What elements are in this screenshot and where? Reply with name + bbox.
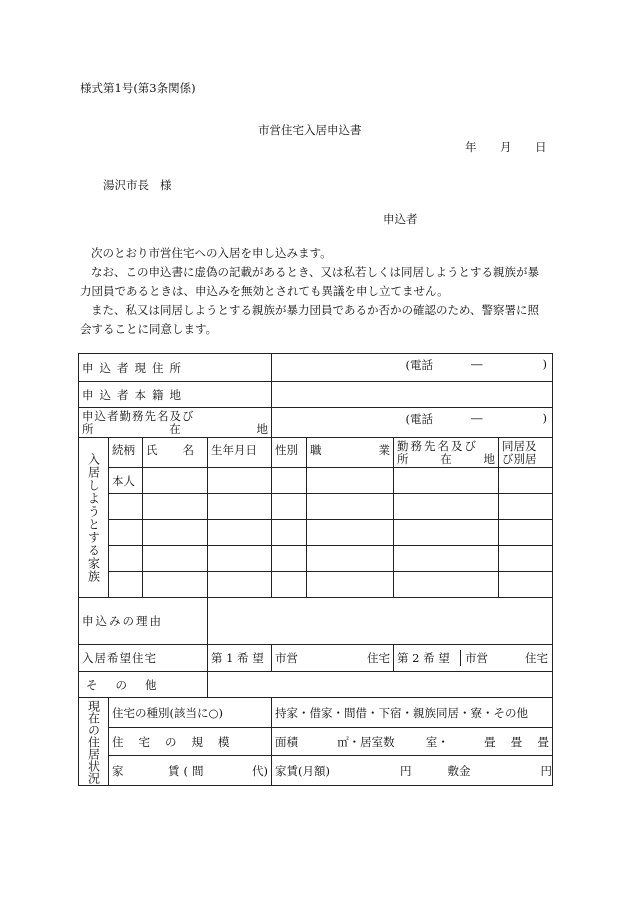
desired-housing-label bbox=[79, 645, 208, 672]
family-sex-cell[interactable] bbox=[272, 468, 307, 494]
family-name-cell[interactable] bbox=[143, 468, 208, 494]
area-unit: ㎡・居室数 bbox=[337, 734, 395, 749]
family-cohabit-cell[interactable] bbox=[499, 494, 553, 520]
family-birthdate-cell[interactable] bbox=[208, 546, 272, 572]
family-name-cell[interactable] bbox=[143, 494, 208, 520]
col-name-a: 氏 bbox=[146, 443, 158, 457]
housing-type-options[interactable]: 持家・借家・間借・下宿・親族同居・寮・その他 bbox=[272, 698, 553, 728]
body-text bbox=[80, 244, 550, 339]
col-cohabit-line1: 同居及 bbox=[502, 438, 537, 453]
phone-label: (電話 bbox=[405, 358, 433, 372]
col-workplace-a: 所 bbox=[397, 451, 409, 466]
tatami-3: 畳 bbox=[537, 734, 549, 749]
col-workplace-line2 bbox=[397, 453, 495, 466]
family-occupation-cell[interactable] bbox=[307, 572, 394, 598]
second-choice-cell[interactable] bbox=[394, 645, 553, 672]
body-paragraph-2: なお、この申込書に虚偽の記載があるとき、又は私若しくは同居しようとする親族が暴力団員であるときは、申込みを無効とされても異議を申し立てません。 bbox=[80, 265, 540, 298]
applicant-label: 申込者 bbox=[383, 212, 418, 226]
addressee: 湯沢市長 bbox=[103, 178, 149, 192]
registered-domicile-text: 申込者本籍地 bbox=[82, 387, 187, 402]
workplace-phone-dash: ― bbox=[471, 411, 483, 425]
deposit-label: 敷金 bbox=[447, 763, 471, 778]
second-choice-housing: 住宅 bbox=[525, 651, 548, 665]
first-choice-municipal: 市営 bbox=[275, 651, 298, 665]
family-section-label bbox=[79, 438, 109, 598]
first-choice-housing: 住宅 bbox=[367, 651, 390, 665]
family-row bbox=[79, 572, 553, 598]
reason-field[interactable] bbox=[208, 598, 553, 645]
family-sex-cell[interactable] bbox=[272, 572, 307, 598]
reason-text: 申込みの理由 bbox=[82, 614, 163, 628]
col-relation-header: 続柄 bbox=[109, 438, 143, 468]
tatami-2: 畳 bbox=[510, 734, 523, 749]
family-occupation-cell[interactable] bbox=[307, 520, 394, 546]
self-relation-cell: 本人 bbox=[109, 468, 143, 494]
current-address-field[interactable] bbox=[272, 354, 553, 382]
current-status-label bbox=[79, 698, 109, 786]
family-cohabit-cell[interactable] bbox=[499, 520, 553, 546]
col-sex-header: 性別 bbox=[272, 438, 307, 468]
family-workplace-cell[interactable] bbox=[394, 494, 499, 520]
family-birthdate-cell[interactable] bbox=[208, 468, 272, 494]
col-occupation-b: 業 bbox=[378, 443, 390, 457]
family-sex-cell[interactable] bbox=[272, 520, 307, 546]
workplace-label bbox=[79, 408, 272, 438]
family-workplace-cell[interactable] bbox=[394, 572, 499, 598]
desired-housing-text: 入居希望住宅 bbox=[82, 651, 157, 665]
family-relation-cell[interactable] bbox=[109, 572, 143, 598]
family-workplace-cell[interactable] bbox=[394, 520, 499, 546]
housing-size-field[interactable] bbox=[272, 728, 553, 756]
other-label bbox=[79, 672, 208, 698]
tatami-1: 畳 bbox=[484, 734, 496, 749]
monthly-rent-yen: 円 bbox=[399, 763, 412, 778]
workplace-label-part-a: 所 bbox=[82, 421, 94, 436]
rent-label-a: 家 bbox=[112, 763, 124, 778]
current-address-text: 申込者現住所 bbox=[82, 360, 187, 375]
rent-field[interactable] bbox=[272, 756, 553, 786]
family-birthdate-cell[interactable] bbox=[208, 494, 272, 520]
current-status-text: 現在の住居状況 bbox=[86, 699, 101, 784]
family-relation-cell[interactable] bbox=[109, 546, 143, 572]
phone-close: ) bbox=[542, 357, 547, 371]
col-occupation-header bbox=[307, 438, 394, 468]
family-cohabit-cell[interactable] bbox=[499, 546, 553, 572]
family-row bbox=[79, 546, 553, 572]
family-occupation-cell[interactable] bbox=[307, 494, 394, 520]
reason-label bbox=[79, 598, 208, 645]
family-name-cell[interactable] bbox=[143, 520, 208, 546]
family-name-cell[interactable] bbox=[143, 572, 208, 598]
second-choice-label: 第 2 希 望 bbox=[394, 650, 461, 666]
col-cohabit-line2: び別居 bbox=[502, 451, 537, 466]
family-sex-cell[interactable] bbox=[272, 494, 307, 520]
current-address-label bbox=[79, 354, 272, 382]
col-cohabit-header bbox=[499, 438, 553, 468]
workplace-phone-label: (電話 bbox=[405, 412, 433, 426]
col-occupation-a: 職 bbox=[310, 443, 322, 457]
first-choice-field[interactable] bbox=[272, 645, 394, 672]
workplace-label-part-b: 在 bbox=[169, 421, 181, 436]
family-name-cell[interactable] bbox=[143, 546, 208, 572]
second-choice-municipal: 市営 bbox=[465, 651, 488, 665]
phone-placeholder bbox=[275, 357, 549, 373]
family-cohabit-cell[interactable] bbox=[499, 468, 553, 494]
honorific: 様 bbox=[160, 178, 172, 192]
family-occupation-cell[interactable] bbox=[307, 468, 394, 494]
application-form-table bbox=[78, 353, 553, 786]
housing-size-text: 住宅の規模 bbox=[112, 734, 245, 749]
housing-type-label: 住宅の種別(該当に○) bbox=[109, 698, 272, 728]
rent-label-b: 賃(間 bbox=[168, 763, 208, 778]
family-row bbox=[79, 468, 553, 494]
workplace-phone-placeholder bbox=[275, 411, 549, 427]
family-occupation-cell[interactable] bbox=[307, 546, 394, 572]
col-workplace-header bbox=[394, 438, 499, 468]
area-label: 面積 bbox=[275, 734, 298, 749]
rent-label-c: 代) bbox=[252, 763, 268, 778]
col-workplace-b: 在 bbox=[440, 451, 452, 466]
workplace-label-line2 bbox=[82, 423, 268, 436]
col-workplace-c: 地 bbox=[483, 451, 495, 466]
other-text: その他 bbox=[86, 677, 175, 692]
date-month-label: 月 bbox=[500, 140, 512, 154]
family-row bbox=[79, 520, 553, 546]
document-title: 市営住宅入居申込書 bbox=[258, 123, 362, 137]
family-workplace-cell[interactable] bbox=[394, 468, 499, 494]
family-workplace-cell[interactable] bbox=[394, 546, 499, 572]
family-relation-cell[interactable] bbox=[109, 520, 143, 546]
family-birthdate-cell[interactable] bbox=[208, 572, 272, 598]
col-birthdate-header: 生年月日 bbox=[208, 438, 272, 468]
form-number: 様式第1号(第3条関係) bbox=[80, 81, 196, 95]
first-choice-label: 第 1 希 望 bbox=[208, 645, 272, 672]
col-name-header bbox=[143, 438, 208, 468]
date-day-label: 日 bbox=[535, 140, 547, 154]
workplace-label-line1: 申込者勤務先名及び bbox=[82, 408, 195, 423]
family-cohabit-cell[interactable] bbox=[499, 572, 553, 598]
phone-dash: ― bbox=[471, 357, 483, 371]
family-relation-cell[interactable] bbox=[109, 494, 143, 520]
body-paragraph-1: 次のとおり市営住宅への入居を申し込みます。 bbox=[91, 246, 332, 260]
workplace-field[interactable] bbox=[272, 408, 553, 438]
room-unit: 室・ bbox=[425, 734, 449, 749]
col-workplace-line1: 勤務先名及び bbox=[397, 438, 478, 453]
family-sex-cell[interactable] bbox=[272, 546, 307, 572]
date-year-label: 年 bbox=[465, 140, 477, 154]
workplace-phone-close: ) bbox=[542, 411, 547, 425]
rent-label bbox=[109, 756, 272, 786]
second-choice-field[interactable] bbox=[461, 650, 552, 666]
workplace-label-part-c: 地 bbox=[256, 421, 268, 436]
col-name-b: 名 bbox=[182, 443, 194, 457]
registered-domicile-label bbox=[79, 382, 272, 408]
family-birthdate-cell[interactable] bbox=[208, 520, 272, 546]
body-paragraph-3: また、私又は同居しようとする親族が暴力団員であるか否かの確認のため、警察署に照会することに同意します。 bbox=[80, 303, 540, 336]
housing-size-label bbox=[109, 728, 272, 756]
family-row bbox=[79, 494, 553, 520]
registered-domicile-field[interactable] bbox=[272, 382, 553, 408]
deposit-yen: 円 bbox=[540, 763, 552, 778]
family-section-text: 入居しようとする家族 bbox=[86, 452, 101, 583]
other-field[interactable] bbox=[208, 672, 553, 698]
monthly-rent-label: 家賃(月額) bbox=[275, 763, 330, 778]
